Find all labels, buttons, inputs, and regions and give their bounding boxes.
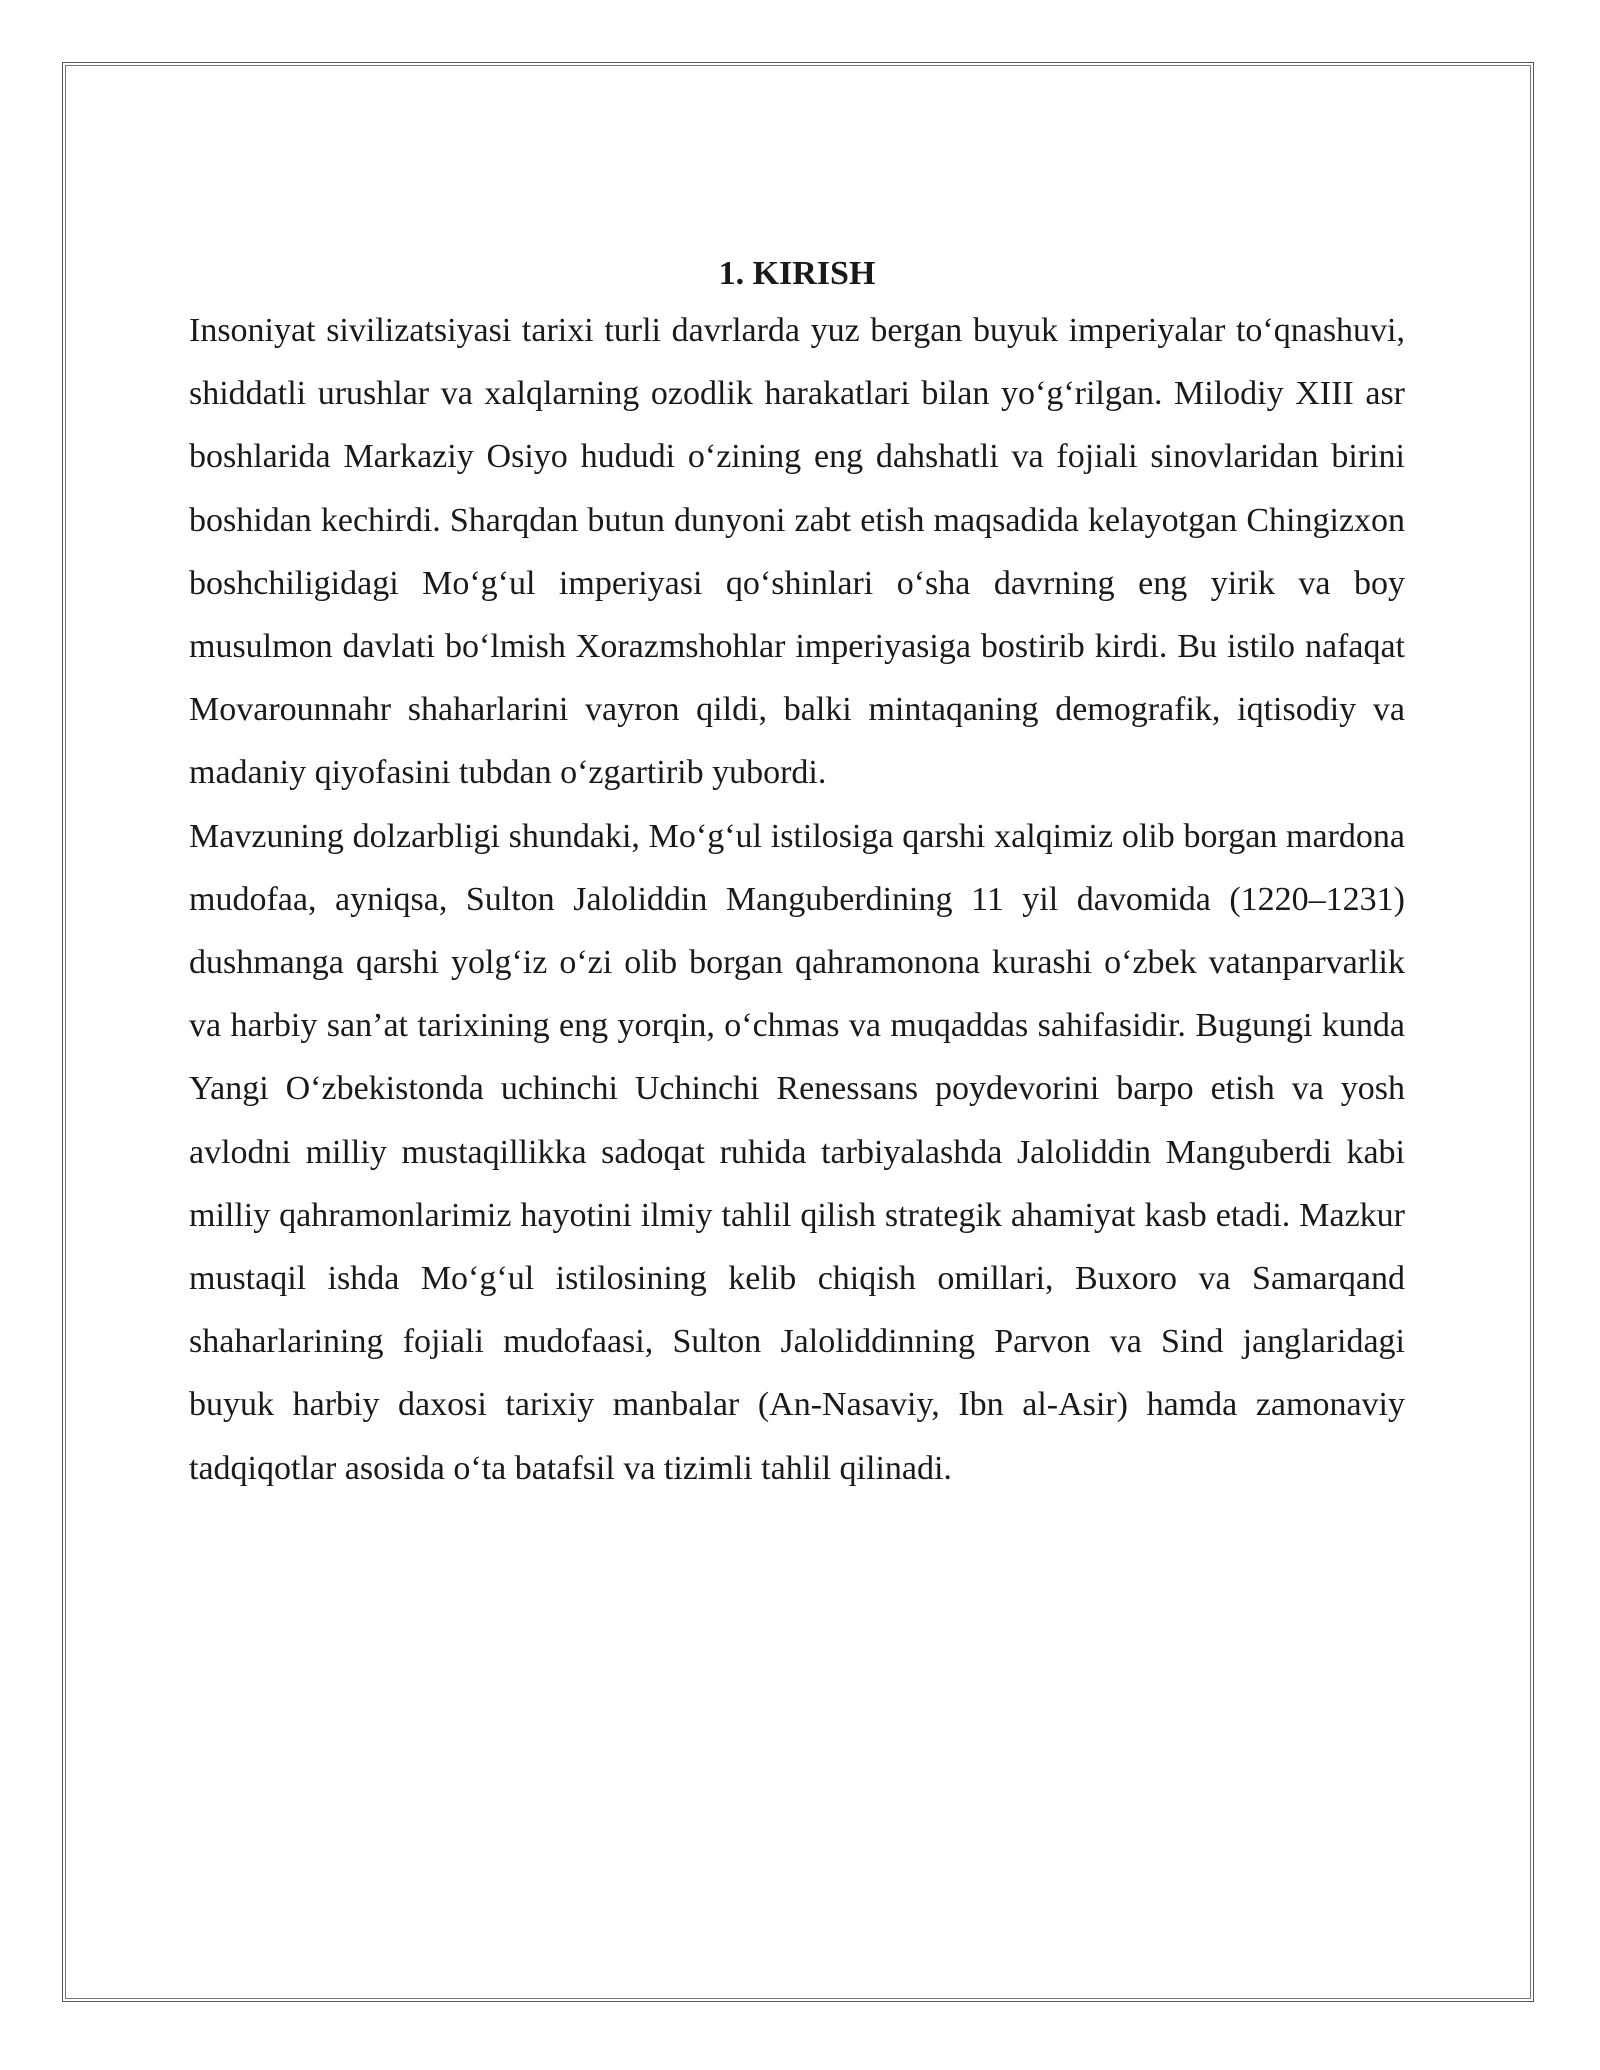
- paragraph-introduction: Insoniyat sivilizatsiyasi tarixi turli davrlarda yuz bergan buyuk imperiyalar to‘qnashuvi, shiddatli urushlar va xalqlarning ozodlik harakatlari bilan yo‘g‘rilgan. Milodiy XIII asr boshlarida Markaziy Osiyo hududi o‘zining eng dahshatli va fojiali sinovlaridan birini boshidan kechirdi. Sharqdan butun dunyoni zabt etish maqsadida kelayotgan Chingizxon boshchiligidagi Mo‘g‘ul imperiyasi qo‘shinlari o‘sha davrning eng yirik va boy musulmon davlati bo‘lmish Xorazmshohlar imperiyasiga bostirib kirdi. Bu istilo nafaqat Movarounnahr shaharlarini vayron qildi, balki mintaqaning demografik, iqtisodiy va madaniy qiyofasini tubdan o‘zgartirib yubordi.: [189, 312, 1405, 792]
- section-heading: 1. KIRISH: [718, 255, 876, 292]
- paragraph-relevance: Mavzuning dolzarbligi shundaki, Mo‘g‘ul istilosiga qarshi xalqimiz olib borgan mardona mudofaa, ayniqsa, Sulton Jaloliddin Manguberdining 11 yil davomida (1220–1231) dushmanga qarshi yolg‘iz o‘zi olib borgan qahramonona kurashi o‘zbek vatanparvarlik va harbiy san’at tarixining eng yorqin, o‘chmas va muqaddas sahifasidir. Bugungi kunda Yangi O‘zbekistonda uchinchi Uchinchi Renessans poydevorini barpo etish va yosh avlodni milliy mustaqillikka sadoqat ruhida tarbiyalashda Jaloliddin Manguberdi kabi milliy qahramonlarimiz hayotini ilmiy tahlil qilish strategik ahamiyat kasb etadi. Mazkur mustaqil ishda Mo‘g‘ul istilosining kelib chiqish omillari, Buxoro va Samarqand shaharlarining fojiali mudofaasi, Sulton Jaloliddinning Parvon va Sind janglaridagi buyuk harbiy daxosi tarixiy manbalar (An-Nasaviy, Ibn al-Asir) hamda zamonaviy tadqiqotlar asosida o‘ta batafsil va tizimli tahlil qilinadi.: [189, 817, 1405, 1487]
- document-body: [189, 249, 1405, 1500]
